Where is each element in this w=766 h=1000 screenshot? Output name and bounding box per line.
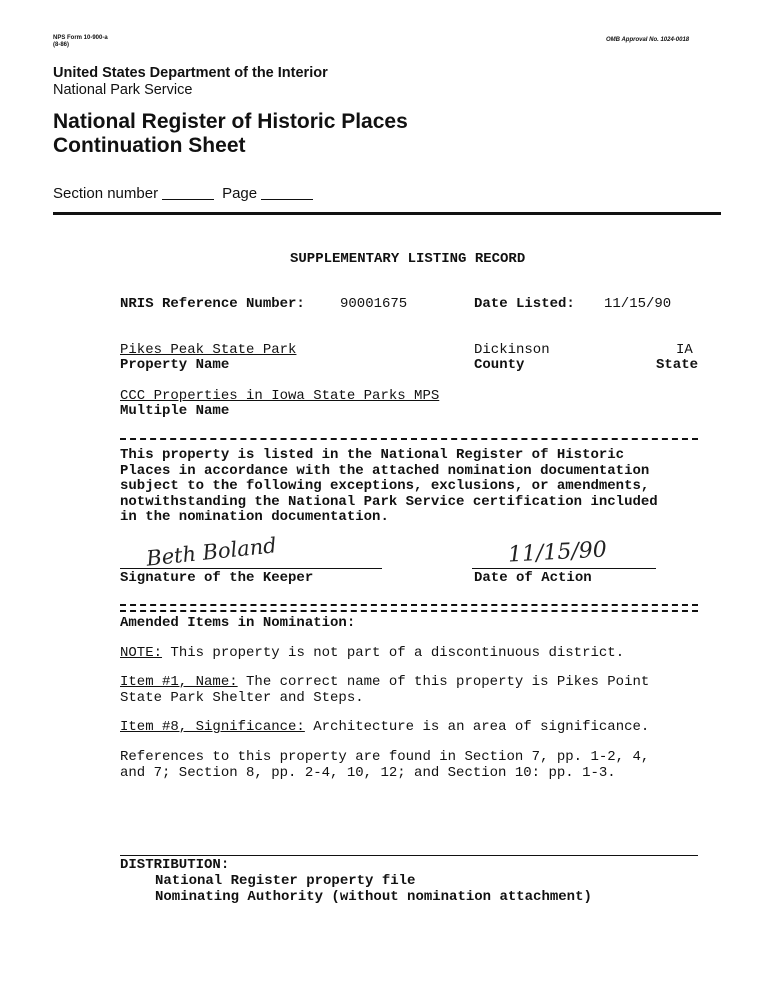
section-number-blank [162, 199, 214, 200]
nris-value: 90001675 [340, 296, 408, 312]
section-page-row [53, 185, 321, 202]
section-number-label: Section number [53, 185, 159, 202]
multiple-name-label: Multiple Name [120, 403, 230, 419]
date-listed-label: Date Listed: [474, 296, 575, 312]
header-rule [53, 212, 721, 215]
statement-line: in the nomination documentation. [120, 509, 389, 525]
county-label: County [474, 357, 525, 373]
item8-row [120, 720, 649, 736]
distribution-rule [120, 855, 698, 856]
signature-line [120, 568, 382, 569]
item8-label: Item #8, Significance: [120, 719, 305, 735]
service-name: National Park Service [53, 82, 193, 98]
title-line2: Continuation Sheet [53, 134, 246, 157]
statement-line: This property is listed in the National Register of Historic [120, 447, 625, 463]
omb-approval: OMB Approval No. 1024-0018 [606, 37, 690, 43]
references-line: References to this property are found in Section 7, pp. 1-2, 4, [120, 749, 650, 765]
nris-label: NRIS Reference Number: [120, 296, 305, 312]
title-line1: National Register of Historic Places [53, 110, 408, 133]
property-name-label: Property Name [120, 357, 230, 373]
item1-text-continued: State Park Shelter and Steps. [120, 689, 364, 706]
item1-label: Item #1, Name: [120, 674, 238, 690]
page-label: Page [222, 185, 258, 202]
amended-heading: Amended Items in Nomination: [120, 615, 356, 631]
form-number: NPS Form 10-900-a [53, 35, 108, 41]
statement-line: Places in accordance with the attached nomination documentation [120, 462, 650, 479]
property-name: Pikes Peak State Park [120, 342, 297, 358]
note-text: This property is not part of a discontinuous district. [162, 645, 625, 661]
page-blank [261, 199, 313, 200]
date-listed-value: 11/15/90 [604, 296, 672, 312]
form-number-block [53, 35, 108, 49]
record-heading: SUPPLEMENTARY LISTING RECORD [290, 251, 526, 267]
references-line: and 7; Section 8, pp. 2-4, 10, 12; and Section 10: pp. 1-3. [120, 764, 616, 781]
dashed-divider [120, 438, 698, 440]
state-label: State [656, 357, 699, 373]
distribution-item: National Register property file [155, 873, 416, 889]
form-date: (8-86) [53, 42, 70, 48]
distribution-list [155, 874, 592, 905]
signature-label: Signature of the Keeper [120, 570, 314, 586]
county-value: Dickinson [474, 342, 550, 358]
department-name: United States Department of the Interior [53, 65, 328, 81]
distribution-heading: DISTRIBUTION: [120, 857, 230, 873]
distribution-item: Nominating Authority (without nomination attachment) [155, 888, 592, 905]
double-dashed-divider [120, 604, 698, 612]
state-value: IA [676, 342, 693, 358]
page-title [53, 110, 408, 158]
listing-statement [120, 448, 658, 526]
action-date-line [472, 568, 656, 569]
item8-text: Architecture is an area of significance. [304, 719, 650, 735]
item1-row [120, 675, 649, 706]
statement-line: notwithstanding the National Park Service certification included [120, 493, 658, 510]
statement-line: subject to the following exceptions, exclusions, or amendments, [120, 478, 650, 494]
note-label: NOTE: [120, 645, 163, 661]
agency-block [53, 65, 328, 99]
references [120, 750, 649, 781]
item1-text: The correct name of this property is Pikes Point [237, 674, 650, 690]
multiple-name: CCC Properties in Iowa State Parks MPS [120, 388, 440, 404]
action-date-label: Date of Action [474, 570, 592, 586]
keeper-signature: Beth Boland [145, 533, 278, 571]
handwritten-action-date: 11/15/90 [507, 537, 608, 568]
note-row [120, 646, 624, 662]
